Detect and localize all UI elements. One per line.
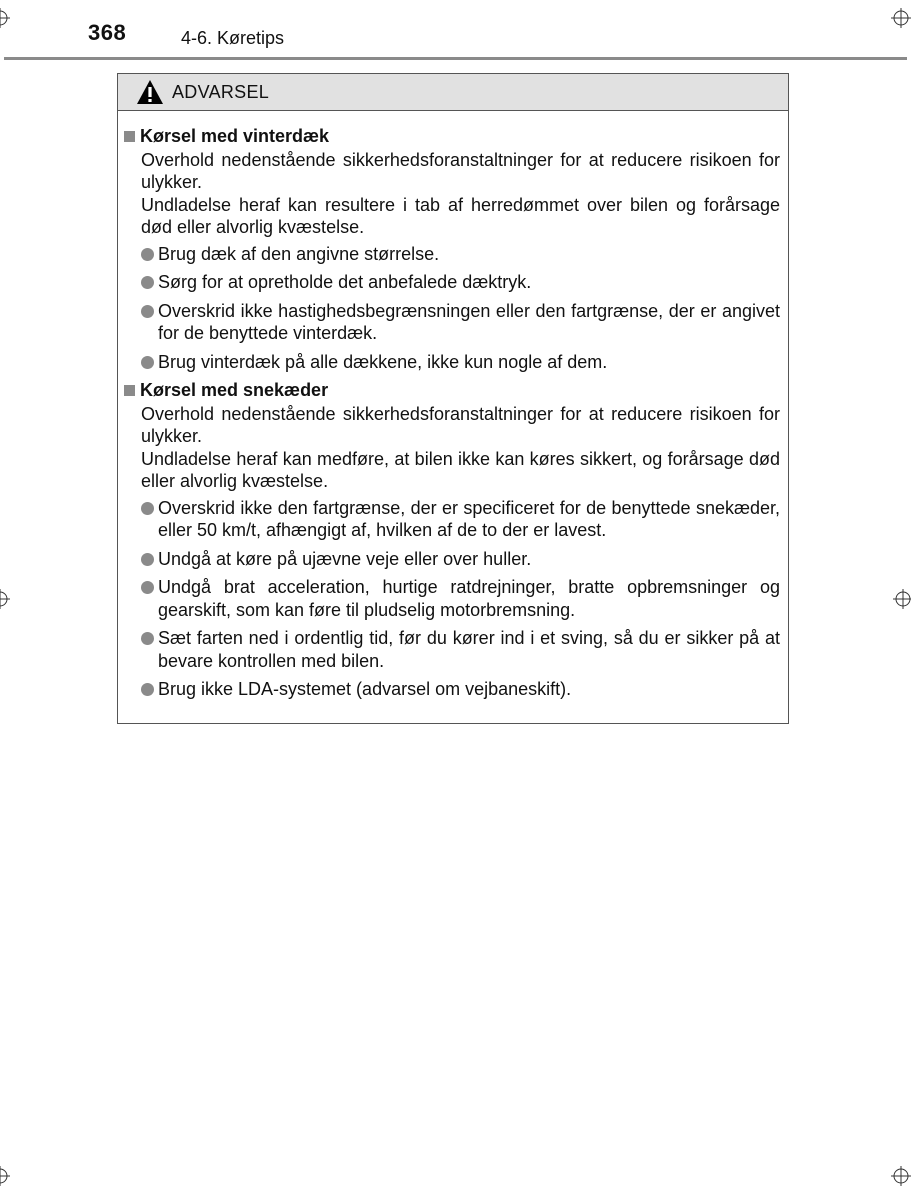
subheading-text: Kørsel med vinterdæk (140, 126, 330, 146)
bullet-icon (141, 248, 154, 261)
list-item-text: Sæt farten ned i ordentlig tid, før du kører ind i et sving, så du er sikker på at bevare kontrollen med bilen. (158, 628, 780, 671)
registration-mark-icon (0, 1166, 10, 1186)
list-item-text: Undgå brat acceleration, hurtige ratdrejninger, bratte opbremsninger og gearskift, som kan føre til pludselig motorbremsning. (158, 577, 780, 620)
list-item (141, 300, 780, 345)
list-item-text: Sørg for at opretholde det anbefalede dæktryk. (158, 272, 532, 292)
warning-header (118, 74, 788, 111)
list-item-text: Brug vinterdæk på alle dækkene, ikke kun nogle af dem. (158, 351, 608, 372)
bullet-icon (141, 502, 154, 515)
list-item (141, 678, 780, 701)
list-item (141, 351, 780, 374)
paragraph: Undladelse heraf kan medføre, at bilen ikke kan køres sikkert, og forårsage død eller alvorlig kvæstelse. (141, 448, 780, 491)
registration-mark-icon (891, 8, 911, 28)
list-item-text: Overskrid ikke den fartgrænse, der er specificeret for de benyttede snekæder, eller 50 km/t, afhængigt af, hvilken af de to der er lavest. (158, 497, 780, 540)
subheading-snow-chains (124, 379, 780, 402)
list-item-text: Overskrid ikke hastighedsbegrænsningen eller den fartgrænse, der er angivet for de benyttede vinterdæk. (158, 300, 780, 343)
registration-mark-icon (891, 1166, 911, 1186)
warning-content (118, 111, 788, 701)
list-item (141, 548, 780, 571)
page-number: 368 (88, 20, 127, 45)
bullet-icon (141, 581, 154, 594)
square-bullet-icon (124, 385, 135, 396)
bullet-icon (141, 683, 154, 696)
paragraph: Undladelse heraf kan resultere i tab af herredømmet over bilen og forårsage død eller alvorlig kvæstelse. (141, 194, 780, 237)
registration-mark-icon (893, 589, 911, 609)
bullet-icon (141, 632, 154, 645)
bullet-icon (141, 356, 154, 369)
registration-mark-icon (0, 589, 10, 609)
list-item (141, 243, 780, 266)
warning-triangle-icon (136, 79, 164, 105)
paragraph: Overhold nedenstående sikkerhedsforanstaltninger for at reducere risikoen for ulykker. (141, 403, 780, 446)
bullet-icon (141, 276, 154, 289)
square-bullet-icon (124, 131, 135, 142)
section-title: 4-6. Køretips (181, 28, 285, 48)
list-item-text: Brug dæk af den angivne størrelse. (158, 243, 440, 264)
subheading-winter-tires (124, 125, 780, 148)
bullet-icon (141, 553, 154, 566)
list-item-text: Brug ikke LDA-systemet (advarsel om vejbaneskift). (158, 679, 572, 699)
header-divider (4, 57, 907, 60)
subheading-text: Kørsel med snekæder (140, 380, 329, 400)
bullet-list (124, 243, 780, 374)
paragraph: Overhold nedenstående sikkerhedsforanstaltninger for at reducere risikoen for ulykker. (141, 149, 780, 192)
bullet-list (124, 497, 780, 701)
list-item-text: Undgå at køre på ujævne veje eller over huller. (158, 548, 532, 569)
warning-title: ADVARSEL (172, 81, 270, 102)
warning-box (117, 73, 789, 724)
list-item (141, 497, 780, 542)
list-item (141, 576, 780, 621)
bullet-icon (141, 305, 154, 318)
list-item (141, 271, 780, 294)
registration-mark-icon (0, 8, 10, 28)
list-item (141, 627, 780, 672)
